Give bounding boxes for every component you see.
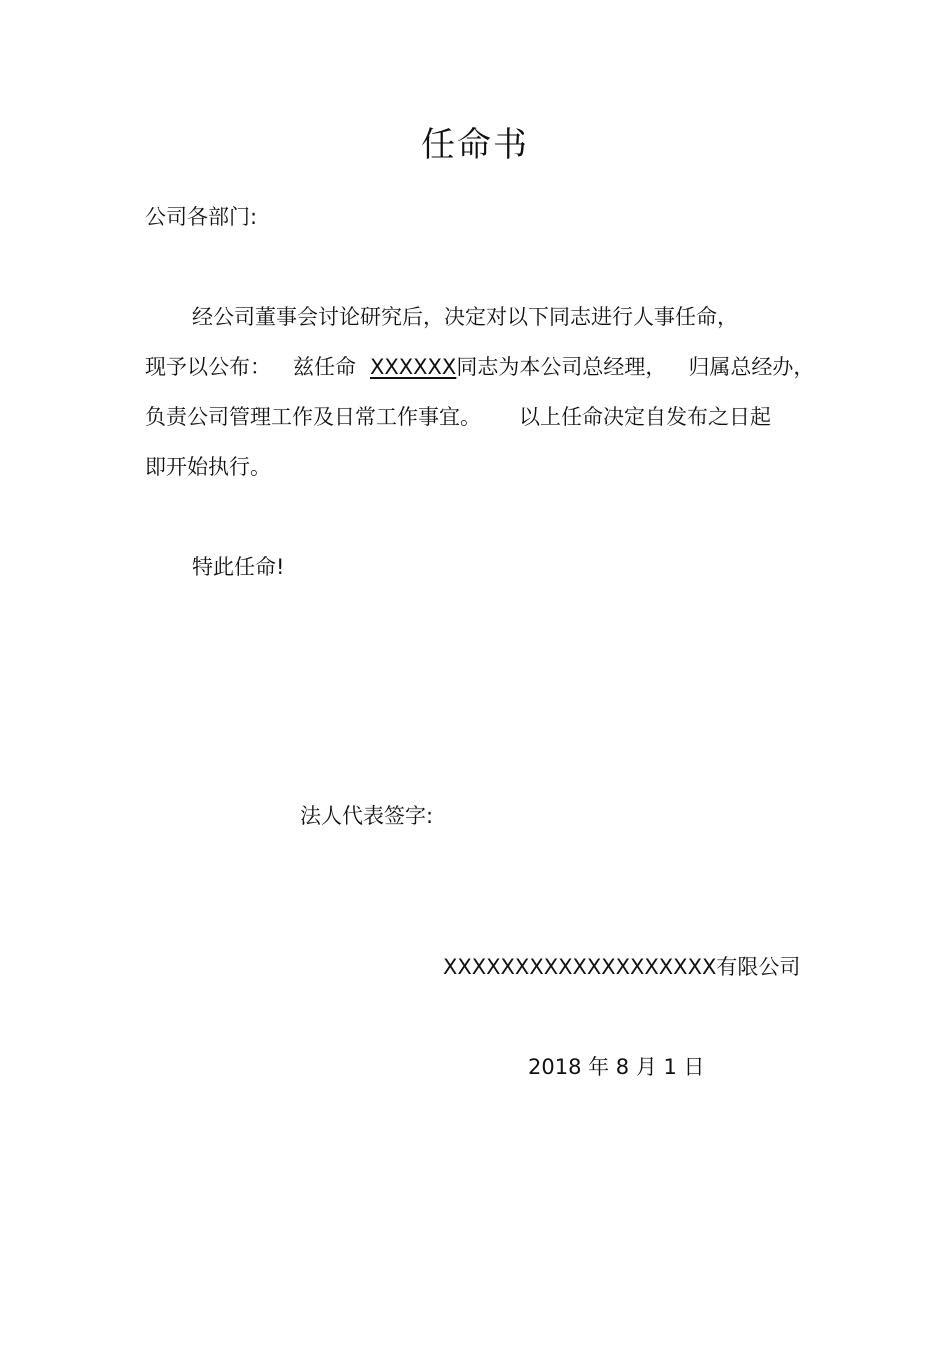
appointment-phrase: 兹任命	[293, 355, 356, 379]
body-line-4: 即开始执行。	[145, 455, 271, 479]
issue-date: 2018 年 8 月 1 日	[528, 1055, 705, 1079]
body-line-1: 经公司董事会讨论研究后，决定对以下同志进行人事任命，	[192, 305, 738, 329]
body-line-2	[145, 352, 814, 382]
signature-label: 法人代表签字:	[300, 804, 434, 828]
salutation: 公司各部门:	[145, 205, 258, 229]
appointee-name: XXXXXX	[370, 355, 457, 379]
company-name: XXXXXXXXXXXXXXXXXXX有限公司	[443, 955, 801, 979]
position-phrase: 同志为本公司总经理，	[456, 355, 667, 379]
announcement-phrase: 现予以公布：	[145, 355, 271, 379]
body-line-3	[145, 402, 771, 432]
closing-remark: 特此任命!	[192, 555, 285, 579]
duty-phrase: 负责公司管理工作及日常工作事宜。	[145, 405, 481, 429]
document-title: 任命书	[421, 125, 529, 165]
effective-phrase: 以上任命决定自发布之日起	[519, 405, 771, 429]
department-phrase: 归属总经办，	[688, 355, 815, 379]
